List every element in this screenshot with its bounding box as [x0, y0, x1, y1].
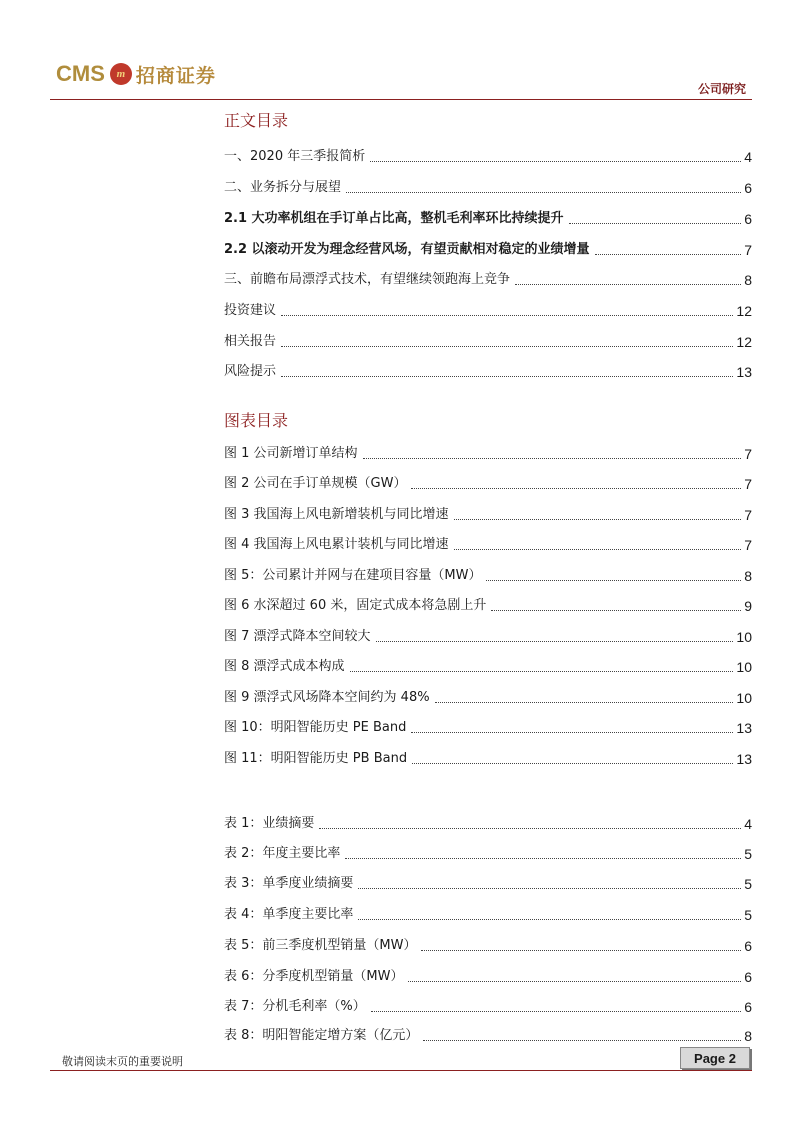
toc-page: 4: [744, 149, 752, 165]
toc-label: 图 5：公司累计并网与在建项目容量（MW）: [224, 568, 482, 583]
table-entry[interactable]: [224, 872, 752, 892]
toc-leader: [281, 376, 733, 377]
figure-entry[interactable]: [224, 686, 752, 706]
toc-entry[interactable]: [224, 207, 752, 227]
toc-leader: [411, 732, 733, 733]
toc-page: 6: [744, 180, 752, 196]
toc-page: 7: [744, 476, 752, 492]
page-header: [56, 58, 752, 98]
toc-leader: [358, 888, 741, 889]
toc-leader: [345, 858, 741, 859]
toc-label: 相关报告: [224, 334, 277, 349]
toc-label: 投资建议: [224, 303, 277, 318]
toc-page: 7: [744, 242, 752, 258]
toc-leader: [370, 161, 741, 162]
toc-leader: [423, 1040, 741, 1041]
toc-page: 12: [736, 303, 752, 319]
toc-label: 表 3：单季度业绩摘要: [224, 876, 354, 891]
toc-label: 表 7：分机毛利率（%）: [224, 999, 366, 1014]
toc-leader: [319, 828, 741, 829]
toc-label: 表 6：分季度机型销量（MW）: [224, 969, 404, 984]
toc-entry[interactable]: [224, 360, 752, 380]
logo-mark-icon: m: [110, 63, 132, 85]
toc-entry[interactable]: [224, 268, 752, 288]
figure-entry[interactable]: [224, 472, 752, 492]
toc-leader: [486, 580, 741, 581]
header-divider: [50, 99, 752, 100]
footer-divider: [50, 1070, 752, 1071]
toc-leader: [376, 641, 734, 642]
toc-label: 图 8 漂浮式成本构成: [224, 659, 345, 674]
toc-page: 13: [736, 720, 752, 736]
table-entry[interactable]: [224, 842, 752, 862]
toc-label: 风险提示: [224, 364, 277, 379]
toc-leader: [371, 1011, 741, 1012]
toc-page: 10: [736, 629, 752, 645]
figure-entry[interactable]: [224, 655, 752, 675]
toc-leader: [595, 254, 742, 255]
toc-label: 二、业务拆分与展望: [224, 180, 342, 195]
toc-label: 三、前瞻布局漂浮式技术，有望继续领跑海上竞争: [224, 272, 511, 287]
table-entry[interactable]: [224, 995, 752, 1015]
figure-entry[interactable]: [224, 625, 752, 645]
figure-entry[interactable]: [224, 533, 752, 553]
figure-entry[interactable]: [224, 503, 752, 523]
toc-page: 6: [744, 999, 752, 1015]
logo-cms-text: CMS: [56, 61, 105, 86]
cms-logo: [56, 58, 216, 90]
figure-entry[interactable]: [224, 594, 752, 614]
toc-page: 9: [744, 598, 752, 614]
toc-leader: [421, 950, 741, 951]
figure-entry[interactable]: [224, 564, 752, 584]
toc-page: 10: [736, 690, 752, 706]
toc-leader: [412, 763, 733, 764]
figures-title: 图表目录: [224, 411, 289, 430]
toc-leader: [411, 488, 741, 489]
contents-title: 正文目录: [224, 111, 289, 130]
toc-label: 表 4：单季度主要比率: [224, 907, 354, 922]
toc-leader: [358, 919, 741, 920]
toc-label: 图 4 我国海上风电累计装机与同比增速: [224, 537, 449, 552]
table-entry[interactable]: [224, 812, 752, 832]
table-entry[interactable]: [224, 965, 752, 985]
toc-label: 表 8：明阳智能定增方案（亿元）: [224, 1028, 419, 1043]
page-number-badge: Page 2: [680, 1047, 750, 1069]
toc-page: 5: [744, 907, 752, 923]
toc-leader: [569, 223, 742, 224]
toc-page: 5: [744, 876, 752, 892]
figure-entry[interactable]: [224, 716, 752, 736]
toc-label: 图 9 漂浮式风场降本空间约为 48%: [224, 690, 430, 705]
toc-label: 表 1：业绩摘要: [224, 816, 315, 831]
toc-label: 图 1 公司新增订单结构: [224, 446, 358, 461]
toc-leader: [350, 671, 734, 672]
toc-page: 13: [736, 364, 752, 380]
toc-leader: [363, 458, 742, 459]
toc-page: 7: [744, 537, 752, 553]
toc-leader: [454, 549, 742, 550]
toc-label: 图 11：明阳智能历史 PB Band: [224, 751, 408, 766]
toc-page: 8: [744, 272, 752, 288]
toc-page: 4: [744, 816, 752, 832]
toc-label: 图 6 水深超过 60 米，固定式成本将急剧上升: [224, 598, 487, 613]
figure-entry[interactable]: [224, 747, 752, 767]
toc-page: 7: [744, 446, 752, 462]
toc-leader: [454, 519, 742, 520]
toc-label: 2.2 以滚动开发为理念经营风场，有望贡献相对稳定的业绩增量: [224, 242, 590, 257]
toc-leader: [491, 610, 741, 611]
table-entry[interactable]: [224, 1024, 752, 1044]
toc-page: 7: [744, 507, 752, 523]
toc-leader: [435, 702, 734, 703]
toc-page: 12: [736, 334, 752, 350]
toc-leader: [346, 192, 741, 193]
report-category: 公司研究: [697, 82, 746, 96]
toc-entry[interactable]: [224, 238, 752, 258]
toc-label: 表 2：年度主要比率: [224, 846, 341, 861]
toc-label: 图 7 漂浮式降本空间较大: [224, 629, 371, 644]
toc-entry[interactable]: [224, 299, 752, 319]
toc-page: 8: [744, 1028, 752, 1044]
footer-disclaimer: 敬请阅读末页的重要说明: [62, 1055, 183, 1068]
toc-label: 表 5：前三季度机型销量（MW）: [224, 938, 417, 953]
table-entry[interactable]: [224, 934, 752, 954]
toc-page: 6: [744, 938, 752, 954]
toc-leader: [281, 315, 733, 316]
toc-leader: [515, 284, 741, 285]
toc-label: 图 3 我国海上风电新增装机与同比增速: [224, 507, 449, 522]
toc-page: 6: [744, 969, 752, 985]
toc-entry[interactable]: [224, 145, 752, 165]
toc-entry[interactable]: [224, 330, 752, 350]
table-entry[interactable]: [224, 903, 752, 923]
toc-page: 5: [744, 846, 752, 862]
toc-label: 图 10：明阳智能历史 PE Band: [224, 720, 407, 735]
toc-label: 2.1 大功率机组在手订单占比高，整机毛利率环比持续提升: [224, 211, 564, 226]
toc-page: 10: [736, 659, 752, 675]
toc-leader: [281, 346, 733, 347]
toc-page: 6: [744, 211, 752, 227]
toc-page: 13: [736, 751, 752, 767]
toc-page: 8: [744, 568, 752, 584]
toc-label: 图 2 公司在手订单规模（GW）: [224, 476, 407, 491]
logo-chinese-text: 招商证券: [135, 64, 216, 87]
toc-leader: [408, 981, 741, 982]
toc-entry[interactable]: [224, 176, 752, 196]
toc-label: 一、2020 年三季报简析: [224, 149, 366, 164]
figure-entry[interactable]: [224, 442, 752, 462]
